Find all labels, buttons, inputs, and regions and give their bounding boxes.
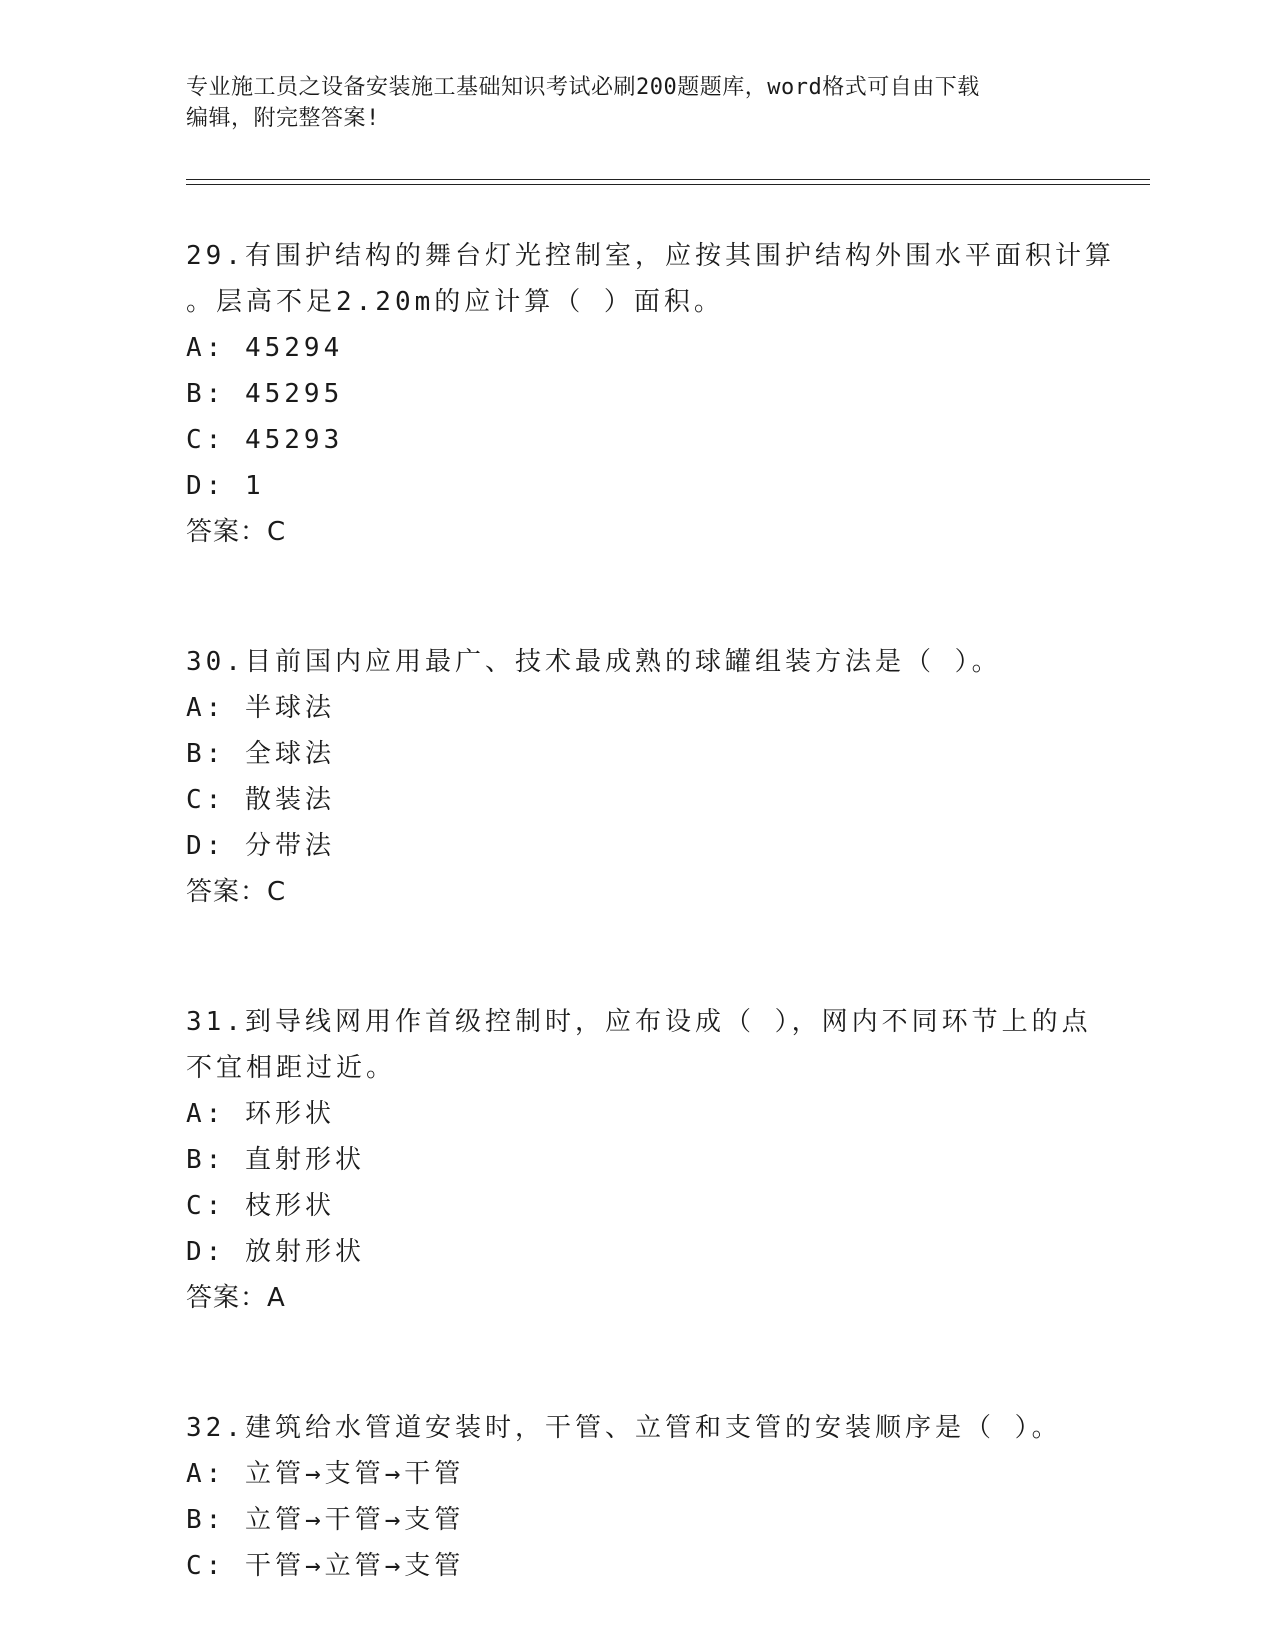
question-stem: 。层高不足2.20m的应计算（ ）面积。 <box>186 287 724 317</box>
option-c: C: 45293 <box>186 425 344 455</box>
option-b: B: 立管→干管→支管 <box>186 1505 465 1535</box>
question-30 <box>186 639 1086 915</box>
question-list <box>186 233 1115 1589</box>
answer: 答案：A <box>186 1283 286 1313</box>
document-header <box>186 72 1086 134</box>
question-stem: 不宜相距过近。 <box>186 1053 397 1083</box>
option-a: A: 立管→支管→干管 <box>186 1459 465 1489</box>
question-gap <box>186 1321 1086 1405</box>
answer: 答案：C <box>186 517 287 547</box>
question-29 <box>186 233 1115 555</box>
option-b: B: 直射形状 <box>186 1145 365 1175</box>
option-c: C: 枝形状 <box>186 1191 335 1221</box>
option-b: B: 全球法 <box>186 739 335 769</box>
option-a: A: 环形状 <box>186 1099 335 1129</box>
option-b: B: 45295 <box>186 379 344 409</box>
option-a: A: 半球法 <box>186 693 335 723</box>
header-title-line-2: 编辑，附完整答案! <box>186 106 380 131</box>
option-d: D: 放射形状 <box>186 1237 365 1267</box>
header-divider-top <box>186 179 1150 180</box>
question-stem: 29.有围护结构的舞台灯光控制室，应按其围护结构外围水平面积计算 <box>186 241 1115 271</box>
header-title-line-1: 专业施工员之设备安装施工基础知识考试必刷200题题库，word格式可自由下载 <box>186 75 980 100</box>
question-stem: 30.目前国内应用最广、技术最成熟的球罐组装方法是（ ）。 <box>186 647 1002 677</box>
option-c: C: 干管→立管→支管 <box>186 1551 465 1581</box>
question-32 <box>186 1405 1086 1589</box>
option-a: A: 45294 <box>186 333 344 363</box>
question-gap <box>186 915 1086 999</box>
header-divider-bottom <box>186 184 1150 185</box>
option-d: D: 1 <box>186 471 265 501</box>
answer: 答案：C <box>186 877 287 907</box>
option-d: D: 分带法 <box>186 831 335 861</box>
question-gap <box>186 555 1086 639</box>
question-31 <box>186 999 1092 1321</box>
question-stem: 31.到导线网用作首级控制时，应布设成（ ），网内不同环节上的点 <box>186 1007 1092 1037</box>
option-c: C: 散装法 <box>186 785 335 815</box>
question-stem: 32.建筑给水管道安装时，干管、立管和支管的安装顺序是（ ）。 <box>186 1413 1062 1443</box>
